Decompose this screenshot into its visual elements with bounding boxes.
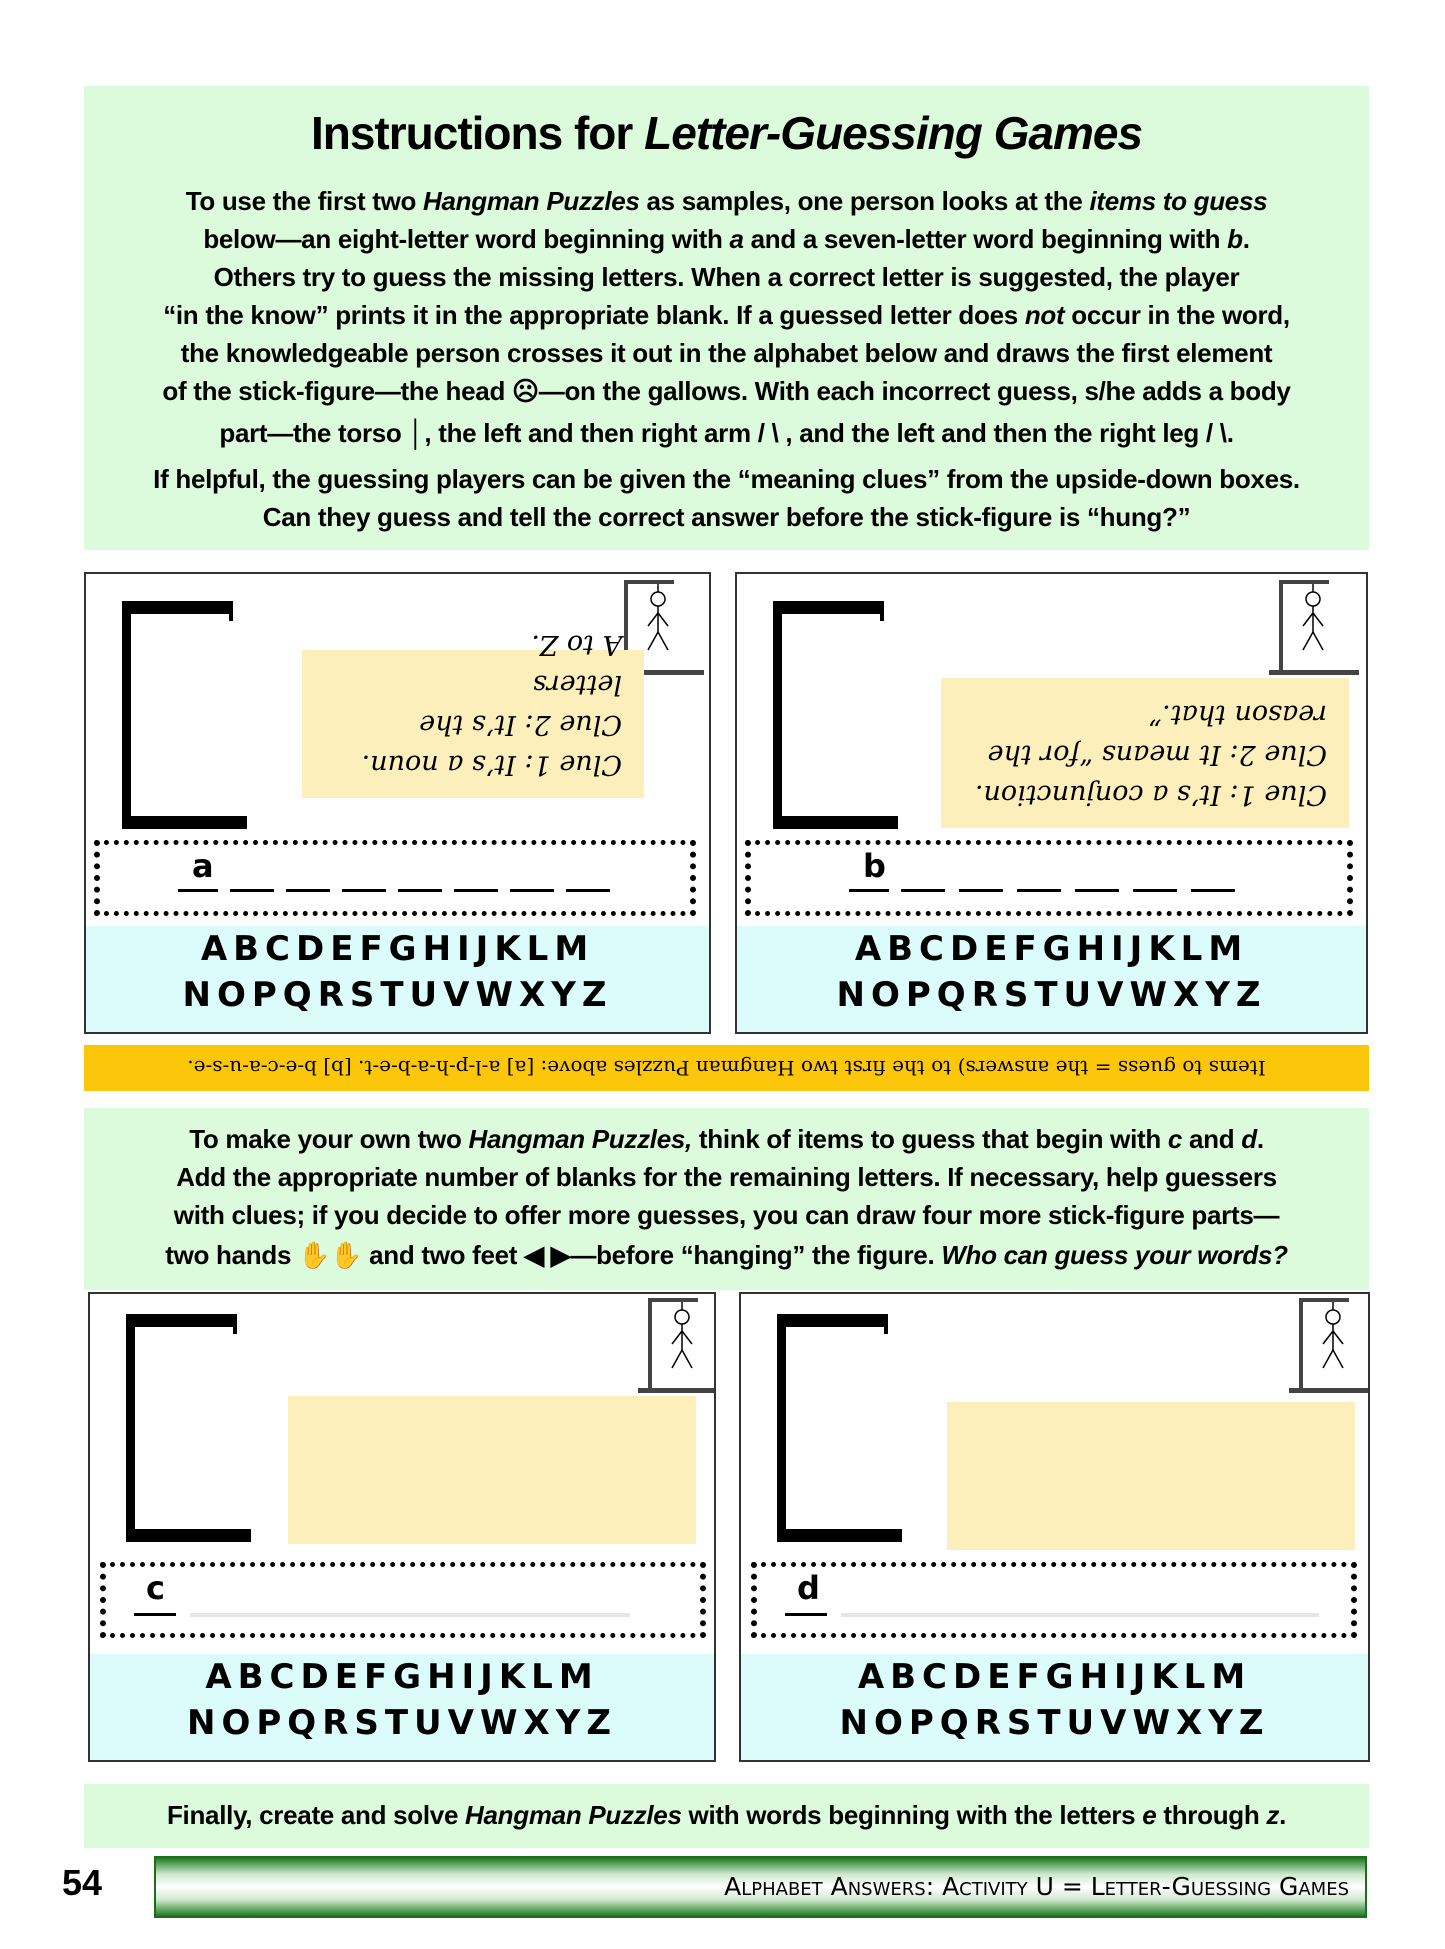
text: To use the first two bbox=[185, 186, 424, 216]
first-letter: b bbox=[863, 847, 886, 885]
text: the knowledgeable person crosses it out in the alphabet below and draws the first element bbox=[180, 338, 1273, 368]
instructions-line bbox=[84, 338, 1369, 369]
text: “in the know” prints it in the appropriate blank. If a guessed letter does bbox=[163, 300, 1025, 330]
text-italic: a bbox=[729, 224, 744, 254]
puzzle-b bbox=[735, 572, 1368, 1034]
alphabet-row-2[interactable]: NOPQRSTUVWXYZ bbox=[836, 975, 1267, 1015]
text-italic: c bbox=[1167, 1124, 1183, 1154]
blank-line[interactable] bbox=[286, 889, 330, 892]
text: To make your own two bbox=[189, 1124, 469, 1154]
blank-line[interactable] bbox=[785, 1613, 827, 1616]
gallows-pole bbox=[122, 601, 131, 829]
alphabet-row-1[interactable]: ABCDEFGHIJKLM bbox=[200, 929, 595, 969]
gallows-base bbox=[777, 1529, 902, 1542]
text-italic: e bbox=[1142, 1800, 1157, 1830]
alphabet-row-1[interactable]: ABCDEFGHIJKLM bbox=[854, 929, 1249, 969]
text: with words beginning with the letters bbox=[681, 1800, 1143, 1830]
blank-line[interactable] bbox=[134, 1613, 176, 1616]
gallows-pole bbox=[773, 601, 782, 829]
alphabet-row-2[interactable]: NOPQRSTUVWXYZ bbox=[182, 975, 613, 1015]
instructions-line bbox=[84, 186, 1369, 217]
footer-bar bbox=[154, 1856, 1367, 1918]
text-italic: z bbox=[1266, 1800, 1280, 1830]
gallows-rope bbox=[880, 601, 884, 621]
title-plain: Instructions for bbox=[310, 107, 645, 159]
gallows-rope bbox=[233, 1314, 237, 1334]
clue-line: Clue 1: It’s a conjunction. bbox=[974, 779, 1327, 810]
instructions-line bbox=[84, 376, 1369, 407]
title-italic: Letter-Guessing Games bbox=[644, 107, 1143, 159]
blank-line[interactable] bbox=[849, 889, 889, 892]
gallows-rope bbox=[229, 601, 233, 621]
text-italic: items to guess bbox=[1089, 186, 1268, 216]
blank-line[interactable] bbox=[230, 889, 274, 892]
answers-band-upside-down bbox=[84, 1045, 1369, 1091]
clue-text bbox=[941, 678, 1349, 828]
instructions-title bbox=[84, 106, 1369, 160]
gallows-rope bbox=[884, 1314, 888, 1334]
text: two hands ✋✋ and two feet ◀ ▶—before “hanging” the figure. bbox=[165, 1240, 942, 1270]
text: occur in the word, bbox=[1064, 300, 1290, 330]
text-italic: Hangman Puzzles bbox=[465, 1800, 682, 1830]
own-puzzles-panel bbox=[84, 1108, 1369, 1290]
text: and bbox=[1182, 1124, 1242, 1154]
blank-line[interactable] bbox=[1191, 889, 1235, 892]
blank-line[interactable] bbox=[510, 889, 554, 892]
text: Can they guess and tell the correct answer before the stick-figure is “hung?” bbox=[262, 502, 1191, 532]
gallows-base bbox=[126, 1529, 251, 1542]
text-italic: Hangman Puzzles bbox=[423, 186, 640, 216]
puzzle-d bbox=[739, 1292, 1370, 1762]
running-title: Alphabet Answers: Activity U = Letter-Guessing Games bbox=[724, 1872, 1349, 1901]
clue-line: Clue 2: It’s the letters bbox=[419, 669, 622, 740]
faint-guide-line bbox=[841, 1613, 1319, 1617]
text: . bbox=[1242, 224, 1250, 254]
instructions-line bbox=[84, 418, 1369, 449]
text: as samples, one person looks at the bbox=[639, 186, 1090, 216]
word-blanks-area bbox=[94, 840, 696, 916]
puzzle-a bbox=[84, 572, 711, 1034]
answers-text: Items to guess = the answers) to the first two Hangman Puzzles above: [a] a-l-p-h-a-b-e-t. [b] b-e-c-a-u-s-e. bbox=[187, 1056, 1266, 1080]
text: Finally, create and solve bbox=[166, 1800, 466, 1830]
instructions-line bbox=[84, 262, 1369, 293]
blank-line[interactable] bbox=[901, 889, 945, 892]
own-line bbox=[84, 1162, 1369, 1193]
first-letter: a bbox=[192, 847, 214, 885]
word-blanks-area bbox=[751, 1562, 1357, 1638]
clue-line: reason that.” bbox=[1148, 699, 1327, 730]
clue-line: Clue 1: It’s a noun. bbox=[361, 749, 622, 780]
first-letter: d bbox=[797, 1569, 820, 1607]
instructions-line bbox=[84, 464, 1369, 495]
text-italic: b bbox=[1227, 224, 1243, 254]
text: think of items to guess that begin with bbox=[691, 1124, 1168, 1154]
text-italic: Hangman Puzzles, bbox=[468, 1124, 692, 1154]
first-letter: c bbox=[146, 1569, 165, 1607]
gallows-top bbox=[777, 1314, 888, 1327]
text: Add the appropriate number of blanks for the remaining letters. If necessary, help guessers bbox=[176, 1162, 1277, 1192]
final-line bbox=[84, 1800, 1369, 1831]
mini-hanged-figure bbox=[1289, 1296, 1370, 1396]
alphabet-row-2[interactable]: NOPQRSTUVWXYZ bbox=[839, 1703, 1270, 1743]
gallows-top bbox=[126, 1314, 237, 1327]
alphabet-panel[interactable] bbox=[90, 1654, 714, 1760]
text: . bbox=[1256, 1124, 1264, 1154]
blank-line[interactable] bbox=[398, 889, 442, 892]
instructions-line bbox=[84, 502, 1369, 533]
alphabet-row-1[interactable]: ABCDEFGHIJKLM bbox=[857, 1657, 1252, 1697]
alphabet-panel[interactable] bbox=[86, 926, 709, 1032]
word-blanks-area bbox=[745, 840, 1353, 916]
puzzle-c bbox=[88, 1292, 716, 1762]
gallows-top bbox=[122, 601, 233, 614]
gallows-top bbox=[773, 601, 884, 614]
gallows-pole bbox=[126, 1314, 135, 1542]
alphabet-panel[interactable] bbox=[737, 926, 1366, 1032]
clue-box-upside-down bbox=[302, 629, 644, 798]
blank-line[interactable] bbox=[454, 889, 498, 892]
instructions-panel bbox=[84, 86, 1369, 550]
alphabet-row-2[interactable]: NOPQRSTUVWXYZ bbox=[187, 1703, 617, 1743]
gallows-base bbox=[122, 816, 247, 829]
clue-line: Clue 2: It means “for the bbox=[987, 739, 1327, 770]
instructions-line bbox=[84, 224, 1369, 255]
alphabet-panel[interactable] bbox=[741, 1654, 1368, 1760]
clue-box-empty[interactable] bbox=[288, 1396, 696, 1544]
text: . bbox=[1279, 1800, 1287, 1830]
blank-line[interactable] bbox=[1017, 889, 1061, 892]
text: Others try to guess the missing letters. When a correct letter is suggested, the player bbox=[213, 262, 1240, 292]
clue-text bbox=[302, 629, 644, 798]
instructions-line bbox=[84, 300, 1369, 331]
text-italic: d bbox=[1241, 1124, 1257, 1154]
blank-line[interactable] bbox=[342, 889, 386, 892]
alphabet-row-1[interactable]: ABCDEFGHIJKLM bbox=[205, 1657, 599, 1697]
clue-box-upside-down bbox=[941, 678, 1349, 828]
blank-line[interactable] bbox=[1133, 889, 1177, 892]
clue-box-empty[interactable] bbox=[947, 1402, 1355, 1550]
final-note-panel bbox=[84, 1784, 1369, 1848]
text: part—the torso │, the left and then right arm / \ , and the left and then the right leg / \. bbox=[219, 418, 1234, 448]
faint-guide-line bbox=[190, 1613, 630, 1617]
word-blanks-area bbox=[100, 1562, 706, 1638]
text: If helpful, the guessing players can be given the “meaning clues” from the upside-down boxes. bbox=[153, 464, 1300, 494]
text-italic: not bbox=[1024, 300, 1065, 330]
blank-line[interactable] bbox=[959, 889, 1003, 892]
text: below—an eight-letter word beginning with bbox=[203, 224, 730, 254]
mini-hanged-figure bbox=[1269, 578, 1359, 678]
text: of the stick-figure—the head ☹—on the gallows. With each incorrect guess, s/he adds a body bbox=[162, 376, 1291, 406]
blank-line[interactable] bbox=[1075, 889, 1119, 892]
mini-hanged-figure bbox=[638, 1296, 716, 1396]
gallows-base bbox=[773, 816, 898, 829]
page-number: 54 bbox=[62, 1862, 103, 1903]
text: through bbox=[1156, 1800, 1267, 1830]
blank-line[interactable] bbox=[566, 889, 610, 892]
own-line bbox=[84, 1124, 1369, 1155]
own-line bbox=[84, 1200, 1369, 1231]
text: with clues; if you decide to offer more guesses, you can draw four more stick-figure parts— bbox=[173, 1200, 1280, 1230]
text: and a seven-letter word beginning with bbox=[743, 224, 1228, 254]
blank-line[interactable] bbox=[178, 889, 218, 892]
clue-line: A to Z. bbox=[531, 629, 622, 660]
own-line bbox=[84, 1240, 1369, 1271]
text-italic: Who can guess your words? bbox=[941, 1240, 1288, 1270]
gallows-pole bbox=[777, 1314, 786, 1542]
